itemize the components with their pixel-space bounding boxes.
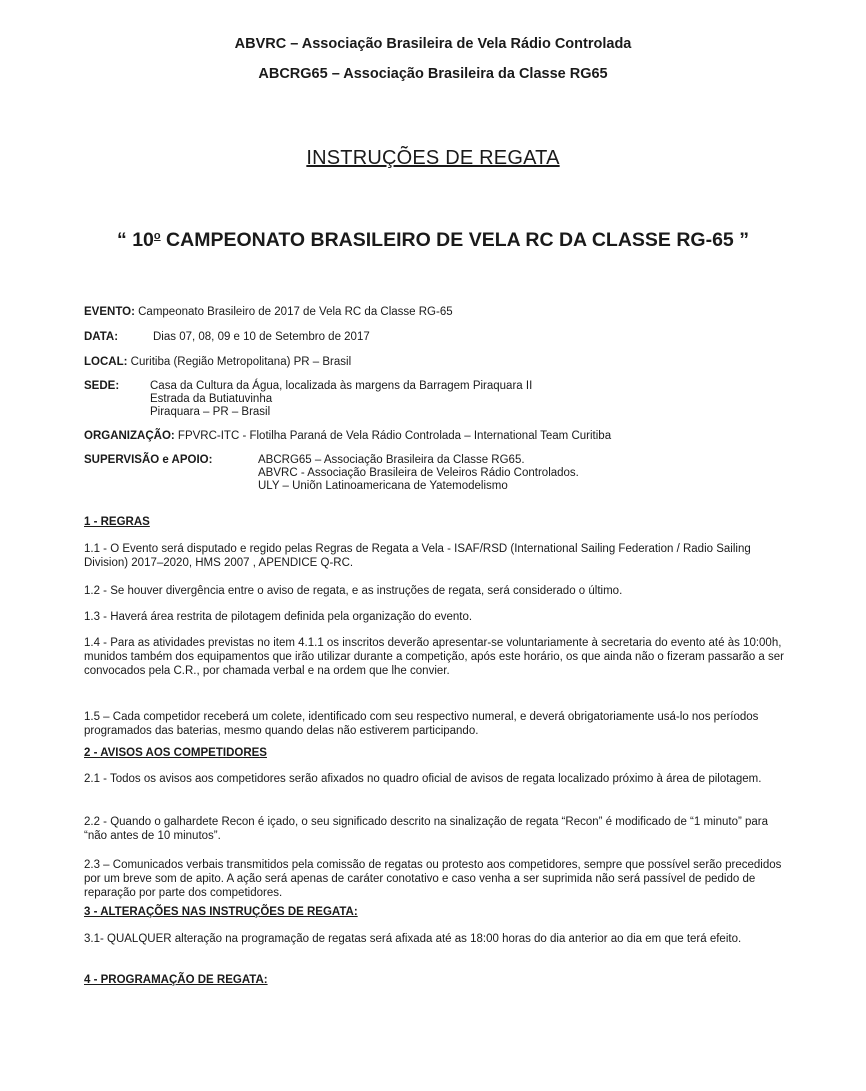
organizacao-row — [84, 429, 611, 443]
sede-line-3: Piraquara – PR – Brasil — [150, 406, 271, 418]
organizacao-value: FPVRC-ITC - Flotilha Paraná de Vela Rádio Controlada – International Team Curitiba — [174, 430, 612, 442]
sede-label: SEDE: — [84, 380, 120, 392]
evento-value: Campeonato Brasileiro de 2017 de Vela RC da Classe RG-65 — [134, 306, 453, 318]
paragraph-1-1: 1.1 - O Evento será disputado e regido pelas Regras de Regata a Vela - ISAF/RSD (International Sailing Federation / Radio Sailing Division) 2017–2020, HMS 2007 , APENDICE Q-RC. — [84, 543, 751, 569]
data-value: Dias 07, 08, 09 e 10 de Setembro de 2017 — [153, 331, 370, 343]
organizacao-label: ORGANIZAÇÃO: — [84, 430, 175, 442]
supervisao-line-1: ABCRG65 – Associação Brasileira da Classe RG65. — [258, 454, 525, 466]
paragraph-1-3: 1.3 - Haverá área restrita de pilotagem definida pela organização do evento. — [84, 611, 473, 623]
subtitle-prefix: “ 10 — [117, 229, 154, 251]
supervisao-line-3: ULY – Uniõn Latinoamericana de Yatemodelismo — [258, 480, 508, 492]
evento-row — [84, 305, 453, 319]
supervisao-line-2: ABVRC - Associação Brasileira de Veleiros Rádio Controlados. — [258, 467, 579, 479]
paragraph-2-2: 2.2 - Quando o galhardete Recon é içado, o seu significado descrito na sinalização de regata “Recon” é modificado de “1 minuto” para “não antes de 10 minutos”. — [84, 816, 769, 842]
paragraph-1-4: 1.4 - Para as atividades previstas no item 4.1.1 os inscritos deverão apresentar-se voluntariamente à secretaria do evento até às 10:00h, munidos também dos equipamentos que irão utilizar durante a competição, após este horário, os que ainda não o fizeram passarão a ser convocados pela C.R., por chamada verbal e na ordem que lhe convier. — [84, 637, 784, 677]
section-2-heading: 2 - AVISOS AOS COMPETIDORES — [84, 747, 267, 759]
document-title: INSTRUÇÕES DE REGATA — [306, 147, 560, 169]
subtitle-suffix: CAMPEONATO BRASILEIRO DE VELA RC DA CLASSE RG-65 ” — [160, 229, 749, 251]
local-row — [84, 355, 351, 369]
supervisao-label: SUPERVISÃO e APOIO: — [84, 454, 213, 466]
section-1-heading: 1 - REGRAS — [84, 516, 150, 528]
local-label: LOCAL: — [84, 356, 128, 368]
header-line-1: ABVRC – Associação Brasileira de Vela Rádio Controlada — [234, 36, 632, 52]
header-line-2: ABCRG65 – Associação Brasileira da Classe RG65 — [258, 66, 608, 82]
local-value: Curitiba (Região Metropolitana) PR – Brasil — [127, 356, 352, 368]
sede-line-1: Casa da Cultura da Água, localizada às margens da Barragem Piraquara II — [150, 380, 533, 392]
paragraph-3-1: 3.1- QUALQUER alteração na programação de regatas será afixada até as 18:00 horas do dia anterior ao dia em que terá efeito. — [84, 933, 742, 945]
sede-line-2: Estrada da Butiatuvinha — [150, 393, 273, 405]
paragraph-1-5: 1.5 – Cada competidor receberá um colete, identificado com seu respectivo numeral, e deverá obrigatoriamente usá-lo nos períodos programados das baterias, mesmo quando delas não estiverem participando. — [84, 711, 759, 737]
document-subtitle — [0, 229, 866, 252]
section-3-heading: 3 - ALTERAÇÕES NAS INSTRUÇÕES DE REGATA: — [84, 906, 358, 918]
subtitle-ordinal: o — [153, 230, 161, 242]
paragraph-2-1: 2.1 - Todos os avisos aos competidores serão afixados no quadro oficial de avisos de regata localizado próximo à área de pilotagem. — [84, 773, 762, 785]
section-4-heading: 4 - PROGRAMAÇÃO DE REGATA: — [84, 974, 268, 986]
data-label: DATA: — [84, 331, 119, 343]
evento-label: EVENTO: — [84, 306, 135, 318]
paragraph-1-2: 1.2 - Se houver divergência entre o aviso de regata, e as instruções de regata, será considerado o último. — [84, 585, 623, 597]
paragraph-2-3: 2.3 – Comunicados verbais transmitidos pela comissão de regatas ou protesto aos competidores, sempre que possível serão precedidos por um breve som de apito. A ação será apenas de caráter conotativo e caso venha a ser suprimida não será passível de pedido de reparação por parte dos competidores. — [84, 859, 782, 899]
